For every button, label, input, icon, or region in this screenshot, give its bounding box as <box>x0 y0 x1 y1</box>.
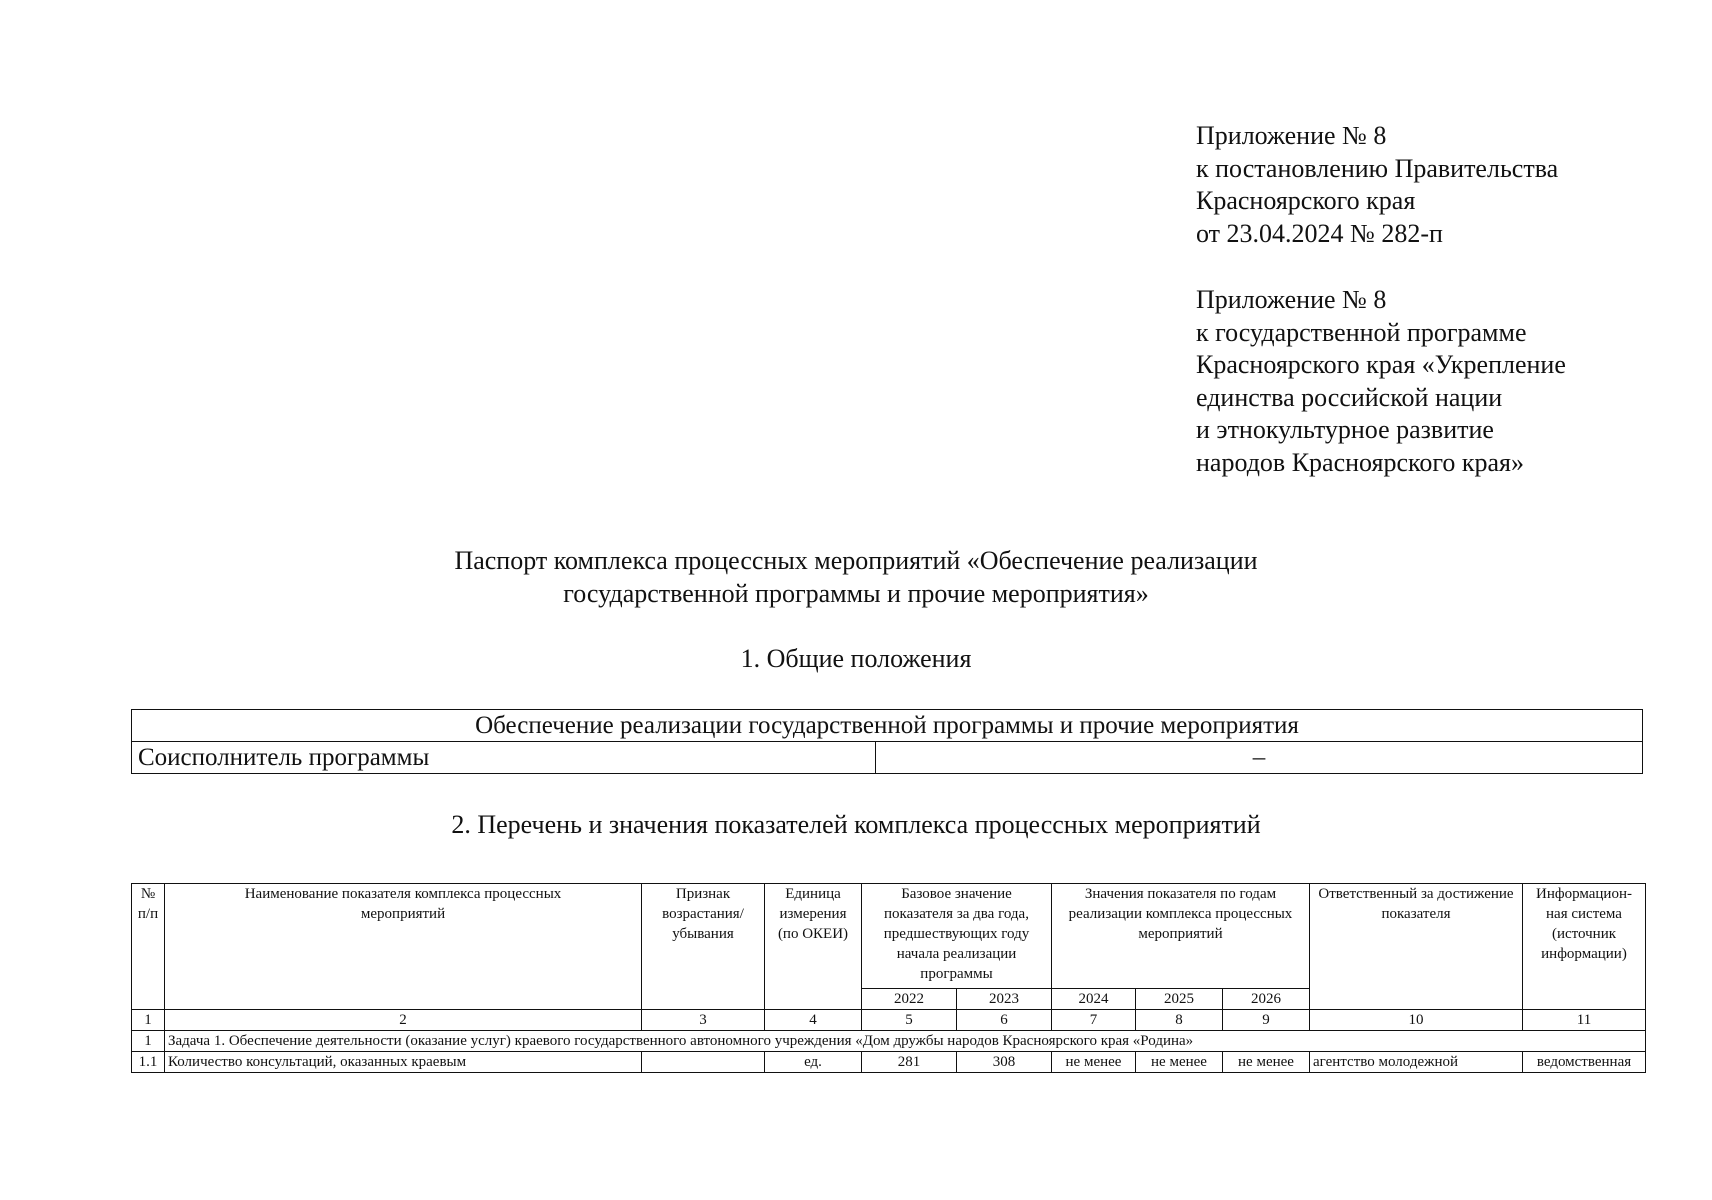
header-responsible: Ответственный за достижение показателя <box>1310 884 1523 1010</box>
appendix-line: Приложение № 8 <box>1196 121 1387 150</box>
column-number: 9 <box>1223 1010 1310 1031</box>
task-num: 1 <box>132 1031 165 1052</box>
header-trend: Признак возрастания/ убывания <box>642 884 765 1010</box>
column-number: 10 <box>1310 1010 1523 1031</box>
header-base-value: Базовое значение показателя за два года, предшествующих году начала реализации программы <box>862 884 1052 989</box>
column-number: 1 <box>132 1010 165 1031</box>
header-indicator-name: Наименование показателя комплекса процессных мероприятий <box>165 884 642 1010</box>
passport-title-line: Паспорт комплекса процессных мероприятий «Обеспечение реализации <box>454 546 1258 575</box>
row-unit: ед. <box>765 1052 862 1073</box>
row-trend <box>642 1052 765 1073</box>
column-number: 4 <box>765 1010 862 1031</box>
column-number: 6 <box>957 1010 1052 1031</box>
section-2-heading: 2. Перечень и значения показателей комплекса процессных мероприятий <box>451 810 1261 839</box>
header-unit: Единица измерения (по ОКЕИ) <box>765 884 862 1010</box>
appendix-line: Красноярского края «Укрепление <box>1196 350 1566 379</box>
column-number: 5 <box>862 1010 957 1031</box>
row-responsible: агентство молодежной <box>1310 1052 1523 1073</box>
appendix-header-decree <box>1196 120 1558 250</box>
column-number: 7 <box>1052 1010 1136 1031</box>
general-table-header: Обеспечение реализации государственной программы и прочие мероприятия <box>132 710 1643 742</box>
header-num: № п/п <box>132 884 165 1010</box>
appendix-line: единства российской нации <box>1196 382 1503 412</box>
header-year-2023: 2023 <box>957 989 1052 1010</box>
row-indicator-name: Количество консультаций, оказанных краевым <box>165 1052 642 1073</box>
section-1-heading: 1. Общие положения <box>740 644 972 673</box>
table-row <box>132 1052 1646 1073</box>
appendix-line: к государственной программе <box>1196 317 1527 347</box>
appendix-line: народов Красноярского края» <box>1196 447 1525 477</box>
general-provisions-table <box>131 709 1643 774</box>
row-info-system: ведомственная <box>1523 1052 1646 1073</box>
passport-title-line: государственной программы и прочие мероприятия» <box>563 579 1149 608</box>
column-number: 2 <box>165 1010 642 1031</box>
header-year-2026: 2026 <box>1223 989 1310 1010</box>
appendix-line: Приложение № 8 <box>1196 285 1387 314</box>
task-text: Задача 1. Обеспечение деятельности (оказание услуг) краевого государственного автономного учреждения «Дом дружбы народов Красноярского края «Родина» <box>165 1031 1646 1052</box>
table-row <box>132 710 1643 742</box>
table-row <box>132 742 1643 774</box>
co-executor-label: Соисполнитель программы <box>132 742 876 774</box>
header-years-group: Значения показателя по годам реализации комплекса процессных мероприятий <box>1052 884 1310 989</box>
appendix-line: от 23.04.2024 № 282-п <box>1196 218 1443 248</box>
header-year-2022: 2022 <box>862 989 957 1010</box>
column-number: 8 <box>1136 1010 1223 1031</box>
indicators-table <box>131 883 1646 1073</box>
co-executor-value: – <box>876 742 1643 774</box>
column-number: 11 <box>1523 1010 1646 1031</box>
appendix-header-program <box>1196 284 1566 479</box>
column-number-row <box>132 1010 1646 1031</box>
row-value-2025: не менее <box>1136 1052 1223 1073</box>
row-num: 1.1 <box>132 1052 165 1073</box>
row-value-2026: не менее <box>1223 1052 1310 1073</box>
row-value-2024: не менее <box>1052 1052 1136 1073</box>
task-row <box>132 1031 1646 1052</box>
header-info-system: Информацион-ная система (источник информации) <box>1523 884 1646 1010</box>
table-header-row <box>132 884 1646 989</box>
row-value-2022: 281 <box>862 1052 957 1073</box>
header-year-2025: 2025 <box>1136 989 1223 1010</box>
passport-title <box>0 544 1712 610</box>
column-number: 3 <box>642 1010 765 1031</box>
row-value-2023: 308 <box>957 1052 1052 1073</box>
appendix-line: к постановлению Правительства <box>1196 153 1559 183</box>
appendix-line: Красноярского края <box>1196 186 1416 215</box>
header-year-2024: 2024 <box>1052 989 1136 1010</box>
appendix-line: и этнокультурное развитие <box>1196 415 1494 444</box>
